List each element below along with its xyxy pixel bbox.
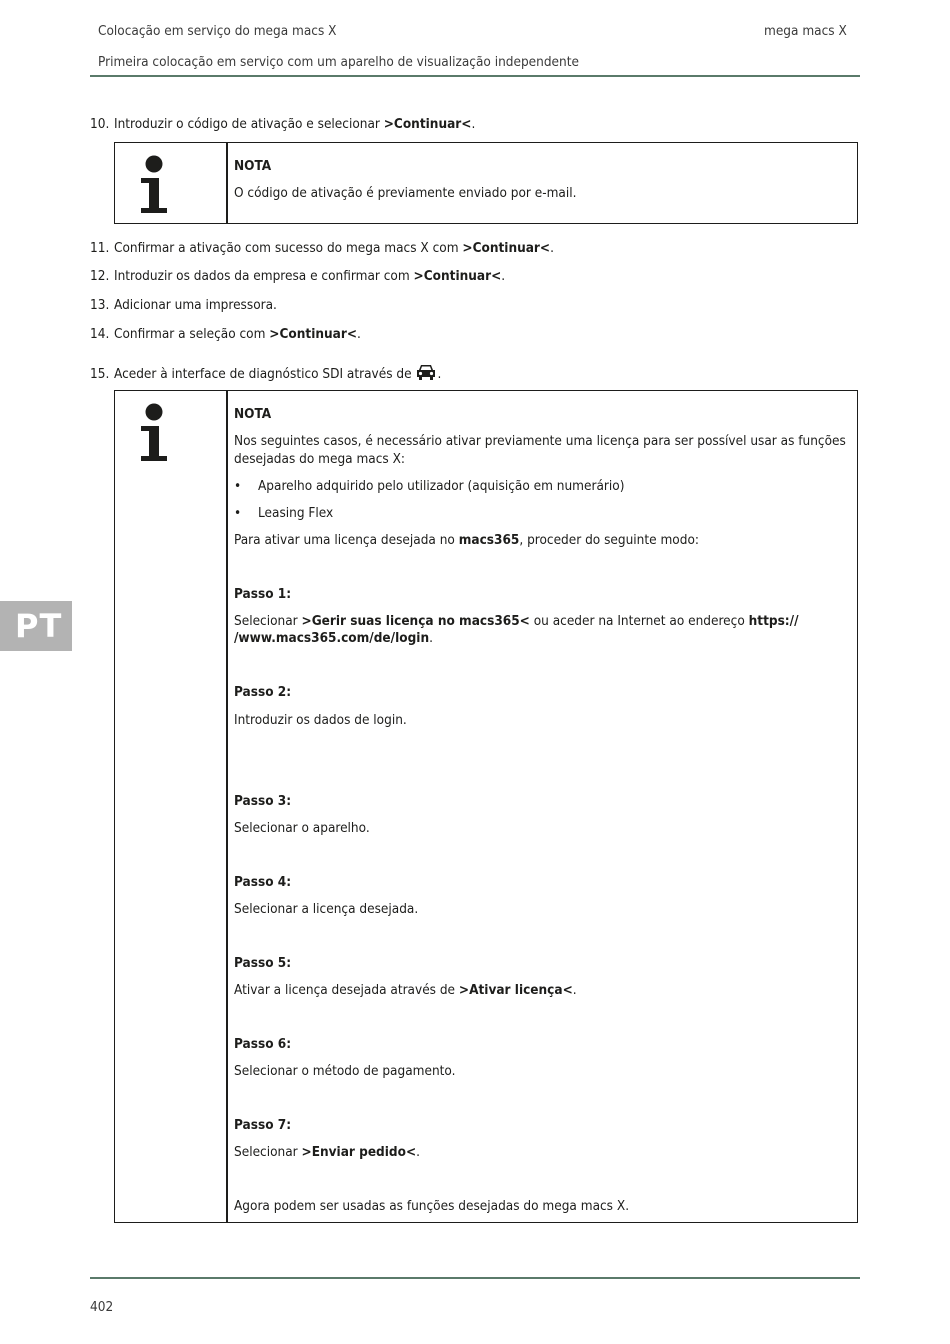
bullet-item: • Leasing Flex [234,505,334,521]
bullet-item: • Aparelho adquirido pelo utilizador (aquisição em numerário) [234,478,625,494]
passo-label: Passo 6: [234,1036,292,1052]
footer-rule [90,1277,860,1279]
info-icon [137,155,171,215]
passo-5-text: Ativar a licença desejada através de >Ativar licença<. [234,982,577,998]
language-tab: PT [0,601,72,651]
step-12: 12. Introduzir os dados da empresa e confirmar com >Continuar<. [90,268,506,284]
passo-3-text: Selecionar o aparelho. [234,820,370,836]
note-divider [226,391,228,1222]
note-text: O código de ativação é previamente enviado por e-mail. [234,185,577,201]
note-intro: Nos seguintes casos, é necessário ativar previamente uma licença para ser possível usar as funções desejadas do mega macs X: [234,433,846,467]
header-rule [90,75,860,77]
passo-6-text: Selecionar o método de pagamento. [234,1063,456,1079]
passo-7-text: Selecionar >Enviar pedido<. [234,1144,420,1160]
header-section: Primeira colocação em serviço com um aparelho de visualização independente [98,54,579,70]
step-10: 10. Introduzir o código de ativação e selecionar >Continuar<. [90,116,476,132]
passo-2-text: Introduzir os dados de login. [234,712,407,728]
passo-label: Passo 5: [234,955,292,971]
page-number: 402 [90,1299,114,1315]
note-title: NOTA [234,406,272,422]
passo-label: Passo 4: [234,874,292,890]
closing-text: Agora podem ser usadas as funções desejadas do mega macs X. [234,1198,630,1214]
step-15: 15. Aceder à interface de diagnóstico SDI através de . [90,363,441,383]
passo-1-text: Selecionar >Gerir suas licença no macs365< ou aceder na Internet ao endereço https:// [234,613,799,629]
info-icon [137,403,171,463]
passo-1-url: /www.macs365.com/de/login. [234,630,433,646]
note-divider [226,143,228,223]
passo-label: Passo 1: [234,586,292,602]
car-icon [415,363,437,381]
header-product: mega macs X [764,23,847,39]
note-title: NOTA [234,158,272,174]
passo-4-text: Selecionar a licença desejada. [234,901,419,917]
header-chapter: Colocação em serviço do mega macs X [98,23,337,39]
passo-label: Passo 3: [234,793,292,809]
step-14: 14. Confirmar a seleção com >Continuar<. [90,326,361,342]
step-13: 13. Adicionar uma impressora. [90,297,277,313]
passo-label: Passo 7: [234,1117,292,1133]
note-box-license [114,390,858,1223]
passo-label: Passo 2: [234,684,292,700]
note-box-activation-code [114,142,858,224]
activate-text: Para ativar uma licença desejada no macs365, proceder do seguinte modo: [234,532,699,548]
step-11: 11. Confirmar a ativação com sucesso do mega macs X com >Continuar<. [90,240,554,256]
